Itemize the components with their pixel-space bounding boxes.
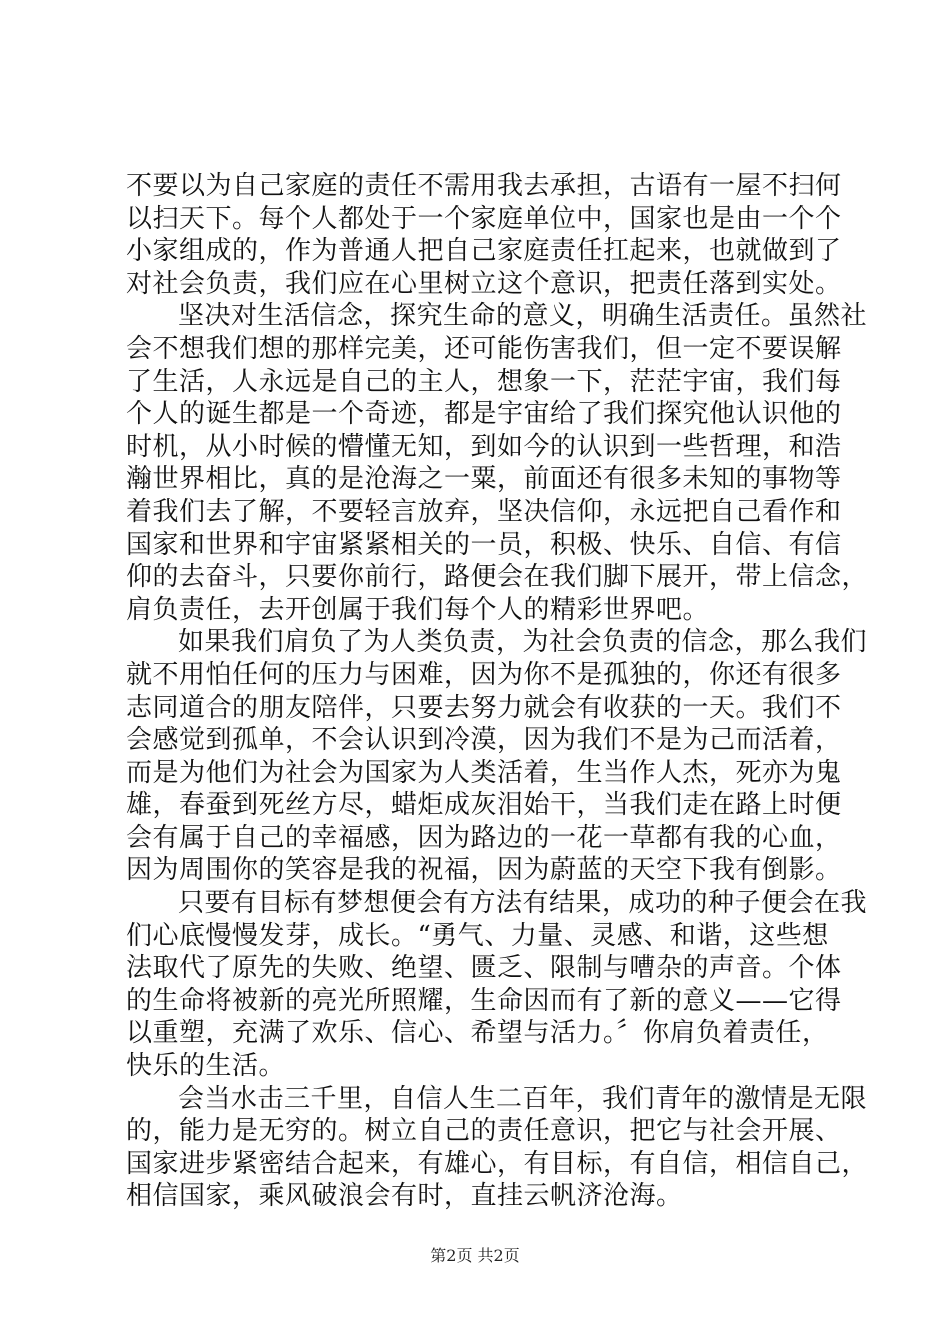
text-line: 瀚世界相比，真的是沧海之一粟，前面还有很多未知的事物等 xyxy=(126,464,842,495)
text-line: 小家组成的，作为普通人把自己家庭责任扛起来，也就做到了 xyxy=(126,236,842,267)
text-line: 的，能力是无穷的。树立自己的责任意识，把它与社会开展、 xyxy=(126,1116,842,1147)
text-line: 以扫天下。每个人都处于一个家庭单位中，国家也是由一个个 xyxy=(126,203,842,234)
text-line: 对社会负责，我们应在心里树立这个意识，把责任落到实处。 xyxy=(126,268,842,299)
text-line: 因为周围你的笑容是我的祝福，因为蔚蓝的天空下我有倒影。 xyxy=(126,855,842,886)
text-line: 不要以为自己家庭的责任不需用我去承担，古语有一屋不扫何 xyxy=(126,171,842,201)
text-line: 志同道合的朋友陪伴，只要去努力就会有收获的一天。我们不 xyxy=(126,692,842,723)
text-line: 们心底慢慢发芽，成长。“勇气、力量、灵感、和谐，这些想 xyxy=(126,920,829,951)
text-line: 会有属于自己的幸福感，因为路边的一花一草都有我的心血， xyxy=(126,822,842,853)
text-line: 肩负责任，去开创属于我们每个人的精彩世界吧。 xyxy=(126,594,710,625)
page-footer xyxy=(0,1246,950,1266)
paragraph-start-line: 如果我们肩负了为人类负责，为社会负责的信念，那么我们 xyxy=(178,627,868,658)
text-line: 雄，春蚕到死丝方尽，蜡炬成灰泪始干，当我们走在路上时便 xyxy=(126,790,842,821)
page-number: 第2页 共2页 xyxy=(430,1246,520,1265)
text-line: 仰的去奋斗，只要你前行，路便会在我们脚下展开，带上信念， xyxy=(126,562,869,593)
text-line: 时机，从小时候的懵懂无知，到如今的认识到一些哲理，和浩 xyxy=(126,431,842,462)
text-line: 国家进步紧密结合起来，有雄心，有目标，有自信，相信自己， xyxy=(126,1148,869,1179)
document-body xyxy=(126,170,869,1213)
text-line: 会感觉到孤单，不会认识到冷漠，因为我们不是为己而活着， xyxy=(126,725,842,756)
text-line: 着我们去了解，不要轻言放弃，坚决信仰，永远把自己看作和 xyxy=(126,496,842,527)
text-line: 相信国家，乘风破浪会有时，直挂云帆济沧海。 xyxy=(126,1181,683,1212)
text-line: 会不想我们想的那样完美，还可能伤害我们，但一定不要误解 xyxy=(126,333,842,364)
paragraph-start-line: 会当水击三千里，自信人生二百年，我们青年的激情是无限 xyxy=(178,1083,868,1114)
text-line: 国家和世界和宇宙紧紧相关的一员，积极、快乐、自信、有信 xyxy=(126,529,842,560)
paragraph-start-line: 坚决对生活信念，探究生命的意义，明确生活责任。虽然社 xyxy=(178,301,868,332)
text-line: 而是为他们为社会为国家为人类活着，生当作人杰，死亦为鬼 xyxy=(126,757,842,788)
text-line: 个人的诞生都是一个奇迹，都是宇宙给了我们探究他认识他的 xyxy=(126,399,842,430)
text-line: 了生活，人永远是自己的主人，想象一下，茫茫宇宙，我们每 xyxy=(126,366,842,397)
text-line: 法取代了原先的失败、绝望、匮乏、限制与嘈杂的声音。个体 xyxy=(126,953,842,984)
paragraph-start-line: 只要有目标有梦想便会有方法有结果，成功的种子便会在我 xyxy=(178,888,868,919)
text-line: 以重塑，充满了欢乐、信心、希望与活力。〞你肩负着责任， xyxy=(126,1018,829,1049)
text-line: 就不用怕任何的压力与困难，因为你不是孤独的，你还有很多 xyxy=(126,659,842,690)
text-line: 的生命将被新的亮光所照耀，生命因而有了新的意义——它得 xyxy=(126,985,842,1016)
text-line: 快乐的生活。 xyxy=(126,1051,286,1082)
